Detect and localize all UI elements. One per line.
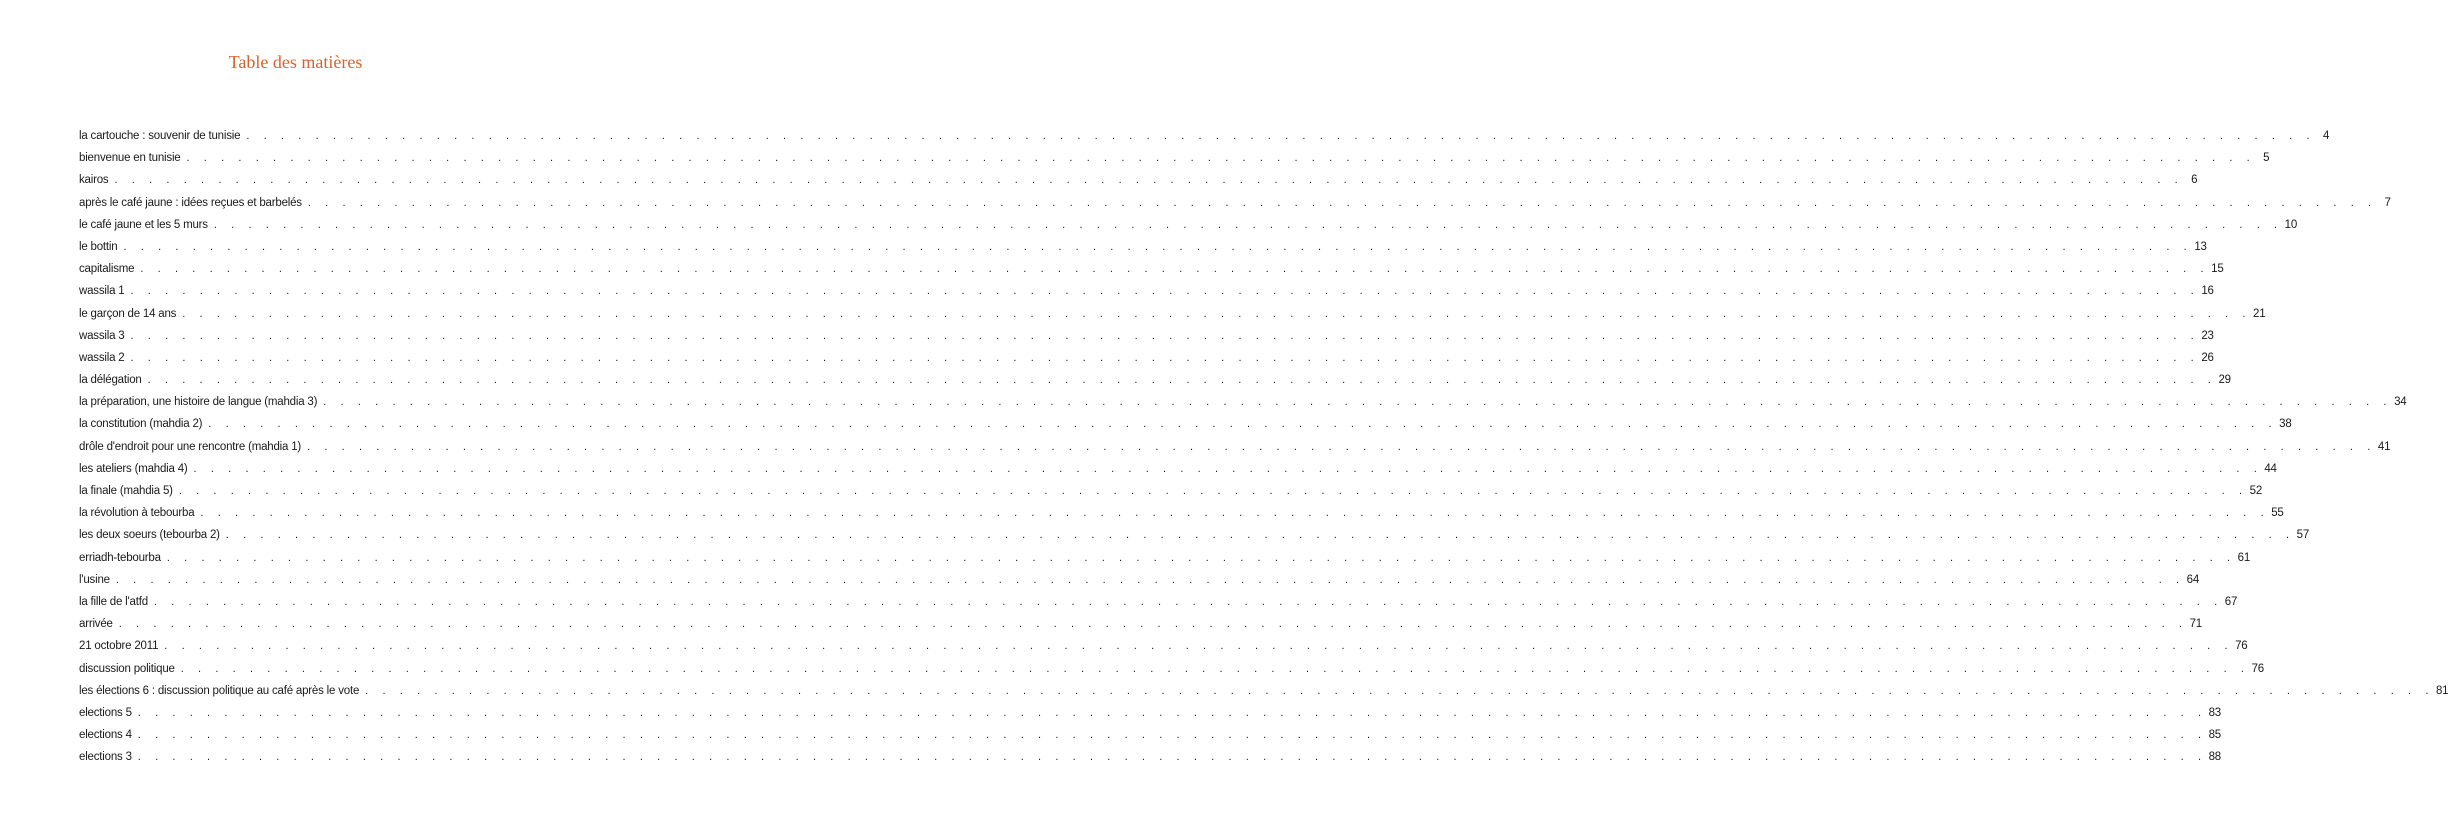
toc-leader-dots: . . . . . . . . . . . . . . . . . . . . . . . . . . . . . . . . . . . . . . . . . . . . . . . . . . . . . . . . . . . . . . . . . . . . . . . . . . . . . . . . . . . . . . . . . . . . . . . . . . . . . . . . . . . . . . . . . . . . . . . .: [137, 751, 2207, 764]
toc-entry-label: elections 3: [79, 751, 132, 764]
toc-leader-dots: . . . . . . . . . . . . . . . . . . . . . . . . . . . . . . . . . . . . . . . . . . . . . . . . . . . . . . . . . . . . . . . . . . . . . . . . . . . . . . . . . . . . . . . . . . . . . . . . . . . . . . . . . . . . . . . . . . . . . . . .: [140, 263, 2210, 276]
toc-entry[interactable]: [79, 218, 2298, 241]
toc-leader-dots: . . . . . . . . . . . . . . . . . . . . . . . . . . . . . . . . . . . . . . . . . . . . . . . . . . . . . . . . . . . . . . . . . . . . . . . . . . . . . . . . . . . . . . . . . . . . . . . . . . . . . . . . . . . . . . . . . . . . . . . .: [323, 396, 2393, 409]
toc-entry[interactable]: [79, 329, 2214, 352]
toc-entry-page-number: 76: [2251, 662, 2264, 675]
toc-entry-label: la cartouche : souvenir de tunisie: [79, 130, 241, 142]
toc-entry-label: wassila 2: [79, 351, 125, 364]
toc-entry-page-number: 29: [2218, 374, 2231, 387]
toc-entry-page-number: 5: [2263, 152, 2270, 165]
toc-entry[interactable]: [79, 573, 2200, 596]
toc-leader-dots: . . . . . . . . . . . . . . . . . . . . . . . . . . . . . . . . . . . . . . . . . . . . . . . . . . . . . . . . . . . . . . . . . . . . . . . . . . . . . . . . . . . . . . . . . . . . . . . . . . . . . . . . . . . . . . . . . . . . . . . .: [153, 595, 2223, 608]
toc-leader-dots: . . . . . . . . . . . . . . . . . . . . . . . . . . . . . . . . . . . . . . . . . . . . . . . . . . . . . . . . . . . . . . . . . . . . . . . . . . . . . . . . . . . . . . . . . . . . . . . . . . . . . . . . . . . . . . . . . . . . . . . .: [115, 573, 2185, 586]
toc-entry-page-number: 38: [2279, 418, 2292, 431]
toc-entry-page-number: 23: [2201, 329, 2214, 342]
toc-entry-label: elections 4: [79, 729, 132, 742]
toc-leader-dots: . . . . . . . . . . . . . . . . . . . . . . . . . . . . . . . . . . . . . . . . . . . . . . . . . . . . . . . . . . . . . . . . . . . . . . . . . . . . . . . . . . . . . . . . . . . . . . . . . . . . . . . . . . . . . . . . . . . . . . . .: [147, 374, 2217, 387]
toc-entry-page-number: 10: [2284, 218, 2298, 231]
toc-entry-page-number: 4: [2322, 130, 2330, 142]
toc-entry-label: le garçon de 14 ans: [79, 307, 177, 320]
toc-entry-page-number: 21: [2253, 307, 2266, 320]
toc-leader-dots: . . . . . . . . . . . . . . . . . . . . . . . . . . . . . . . . . . . . . . . . . . . . . . . . . . . . . . . . . . . . . . . . . . . . . . . . . . . . . . . . . . . . . . . . . . . . . . . . . . . . . . . . . . . . . . . . . . . . . . . .: [213, 218, 2283, 231]
toc-entry-label: capitalisme: [79, 263, 135, 276]
toc-leader-dots: . . . . . . . . . . . . . . . . . . . . . . . . . . . . . . . . . . . . . . . . . . . . . . . . . . . . . . . . . . . . . . . . . . . . . . . . . . . . . . . . . . . . . . . . . . . . . . . . . . . . . . . . . . . . . . . . . . . . . . . .: [186, 152, 2256, 165]
toc-entry-page-number: 34: [2394, 396, 2407, 409]
toc-entry-label: 21 octobre 2011: [79, 640, 159, 653]
toc-leader-dots: . . . . . . . . . . . . . . . . . . . . . . . . . . . . . . . . . . . . . . . . . . . . . . . . . . . . . . . . . . . . . . . . . . . . . . . . . . . . . . . . . . . . . . . . . . . . . . . . . . . . . . . . . . . . . . . . . . . . . . . .: [166, 551, 2236, 564]
toc-entry-page-number: 67: [2224, 595, 2238, 608]
toc-entry-label: drôle d'endroit pour une rencontre (mahdia 1): [79, 440, 302, 453]
toc-list: [79, 130, 2448, 773]
toc-entry[interactable]: [79, 485, 2263, 507]
toc-leader-dots: . . . . . . . . . . . . . . . . . . . . . . . . . . . . . . . . . . . . . . . . . . . . . . . . . . . . . . . . . . . . . . . . . . . . . . . . . . . . . . . . . . . . . . . . . . . . . . . . . . . . . . . . . . . . . . . . . . . . . . . .: [365, 684, 2434, 697]
toc-leader-dots: . . . . . . . . . . . . . . . . . . . . . . . . . . . . . . . . . . . . . . . . . . . . . . . . . . . . . . . . . . . . . . . . . . . . . . . . . . . . . . . . . . . . . . . . . . . . . . . . . . . . . . . . . . . . . . . . . . . . . . . .: [182, 307, 2252, 320]
toc-entry-label: arrivée: [79, 618, 113, 631]
toc-leader-dots: . . . . . . . . . . . . . . . . . . . . . . . . . . . . . . . . . . . . . . . . . . . . . . . . . . . . . . . . . . . . . . . . . . . . . . . . . . . . . . . . . . . . . . . . . . . . . . . . . . . . . . . . . . . . . . . . . . . . . . . .: [307, 440, 2376, 453]
toc-leader-dots: . . . . . . . . . . . . . . . . . . . . . . . . . . . . . . . . . . . . . . . . . . . . . . . . . . . . . . . . . . . . . . . . . . . . . . . . . . . . . . . . . . . . . . . . . . . . . . . . . . . . . . . . . . . . . . . . . . . . . . . .: [208, 418, 2278, 431]
toc-entry[interactable]: [79, 285, 2214, 307]
toc-entry[interactable]: [79, 529, 2310, 551]
toc-entry[interactable]: [79, 684, 2448, 707]
toc-entry[interactable]: [79, 418, 2292, 440]
toc-entry[interactable]: [79, 640, 2248, 662]
toc-entry[interactable]: [79, 374, 2231, 396]
toc-entry[interactable]: [79, 307, 2266, 330]
toc-entry[interactable]: [79, 130, 2330, 152]
toc-entry-label: les deux soeurs (tebourba 2): [79, 529, 220, 542]
toc-leader-dots: . . . . . . . . . . . . . . . . . . . . . . . . . . . . . . . . . . . . . . . . . . . . . . . . . . . . . . . . . . . . . . . . . . . . . . . . . . . . . . . . . . . . . . . . . . . . . . . . . . . . . . . . . . . . . . . . . . . . . . . .: [180, 662, 2250, 675]
toc-entry-page-number: 85: [2208, 729, 2222, 742]
toc-leader-dots: . . . . . . . . . . . . . . . . . . . . . . . . . . . . . . . . . . . . . . . . . . . . . . . . . . . . . . . . . . . . . . . . . . . . . . . . . . . . . . . . . . . . . . . . . . . . . . . . . . . . . . . . . . . . . . . . . . . . . . . .: [225, 529, 2295, 542]
toc-leader-dots: . . . . . . . . . . . . . . . . . . . . . . . . . . . . . . . . . . . . . . . . . . . . . . . . . . . . . . . . . . . . . . . . . . . . . . . . . . . . . . . . . . . . . . . . . . . . . . . . . . . . . . . . . . . . . . . . . . . . . . . .: [307, 196, 2377, 209]
toc-entry[interactable]: [79, 196, 2391, 219]
toc-entry-page-number: 13: [2194, 240, 2207, 253]
toc-leader-dots: . . . . . . . . . . . . . . . . . . . . . . . . . . . . . . . . . . . . . . . . . . . . . . . . . . . . . . . . . . . . . . . . . . . . . . . . . . . . . . . . . . . . . . . . . . . . . . . . . . . . . . . . . . . . . . . . . . . . . . . .: [137, 729, 2207, 742]
toc-leader-dots: . . . . . . . . . . . . . . . . . . . . . . . . . . . . . . . . . . . . . . . . . . . . . . . . . . . . . . . . . . . . . . . . . . . . . . . . . . . . . . . . . . . . . . . . . . . . . . . . . . . . . . . . . . . . . . . . . . . . . . . .: [123, 240, 2193, 253]
toc-leader-dots: . . . . . . . . . . . . . . . . . . . . . . . . . . . . . . . . . . . . . . . . . . . . . . . . . . . . . . . . . . . . . . . . . . . . . . . . . . . . . . . . . . . . . . . . . . . . . . . . . . . . . . . . . . . . . . . . . . . . . . . .: [164, 640, 2234, 653]
toc-entry[interactable]: [79, 440, 2391, 463]
toc-entry[interactable]: [79, 240, 2207, 263]
toc-leader-dots: . . . . . . . . . . . . . . . . . . . . . . . . . . . . . . . . . . . . . . . . . . . . . . . . . . . . . . . . . . . . . . . . . . . . . . . . . . . . . . . . . . . . . . . . . . . . . . . . . . . . . . . . . . . . . . . . . . . . . . . .: [137, 706, 2207, 719]
toc-entry[interactable]: [79, 351, 2214, 374]
toc-entry-label: les ateliers (mahdia 4): [79, 462, 188, 475]
toc-entry-page-number: 81: [2435, 684, 2448, 697]
toc-entry-page-number: 44: [2264, 462, 2277, 475]
toc-entry[interactable]: [79, 396, 2407, 418]
toc-entry[interactable]: [79, 595, 2238, 618]
toc-entry-page-number: 64: [2186, 573, 2200, 586]
toc-entry-page-number: 6: [2191, 174, 2198, 187]
toc-entry-page-number: 41: [2377, 440, 2391, 453]
toc-entry-label: wassila 3: [79, 329, 125, 342]
toc-leader-dots: . . . . . . . . . . . . . . . . . . . . . . . . . . . . . . . . . . . . . . . . . . . . . . . . . . . . . . . . . . . . . . . . . . . . . . . . . . . . . . . . . . . . . . . . . . . . . . . . . . . . . . . . . . . . . . . . . . . . . . . .: [193, 462, 2263, 475]
toc-entry-page-number: 16: [2201, 285, 2214, 298]
toc-entry-label: discussion politique: [79, 662, 175, 675]
toc-entry[interactable]: [79, 174, 2198, 196]
toc-leader-dots: . . . . . . . . . . . . . . . . . . . . . . . . . . . . . . . . . . . . . . . . . . . . . . . . . . . . . . . . . . . . . . . . . . . . . . . . . . . . . . . . . . . . . . . . . . . . . . . . . . . . . . . . . . . . . . . . . . . . . . . .: [130, 351, 2200, 364]
toc-entry-page-number: 26: [2201, 351, 2214, 364]
toc-entry-label: erriadh-tebourba: [79, 551, 161, 564]
toc-entry-page-number: 88: [2208, 751, 2222, 764]
toc-leader-dots: . . . . . . . . . . . . . . . . . . . . . . . . . . . . . . . . . . . . . . . . . . . . . . . . . . . . . . . . . . . . . . . . . . . . . . . . . . . . . . . . . . . . . . . . . . . . . . . . . . . . . . . . . . . . . . . . . . . . . . . .: [114, 174, 2184, 187]
toc-leader-dots: . . . . . . . . . . . . . . . . . . . . . . . . . . . . . . . . . . . . . . . . . . . . . . . . . . . . . . . . . . . . . . . . . . . . . . . . . . . . . . . . . . . . . . . . . . . . . . . . . . . . . . . . . . . . . . . . . . . . . . . .: [246, 130, 2316, 142]
toc-entry-label: la préparation, une histoire de langue (mahdia 3): [79, 396, 318, 409]
toc-leader-dots: . . . . . . . . . . . . . . . . . . . . . . . . . . . . . . . . . . . . . . . . . . . . . . . . . . . . . . . . . . . . . . . . . . . . . . . . . . . . . . . . . . . . . . . . . . . . . . . . . . . . . . . . . . . . . . . . . . . . . . . .: [130, 285, 2200, 298]
toc-entry[interactable]: [79, 263, 2224, 285]
toc-entry-page-number: 83: [2208, 706, 2222, 719]
toc-entry-page-number: 7: [2384, 196, 2391, 209]
toc-entry-label: l'usine: [79, 573, 110, 586]
toc-entry-page-number: 61: [2237, 551, 2251, 564]
toc-entry[interactable]: [79, 729, 2222, 751]
toc-leader-dots: . . . . . . . . . . . . . . . . . . . . . . . . . . . . . . . . . . . . . . . . . . . . . . . . . . . . . . . . . . . . . . . . . . . . . . . . . . . . . . . . . . . . . . . . . . . . . . . . . . . . . . . . . . . . . . . . . . . . . . . .: [130, 329, 2200, 342]
toc-leader-dots: . . . . . . . . . . . . . . . . . . . . . . . . . . . . . . . . . . . . . . . . . . . . . . . . . . . . . . . . . . . . . . . . . . . . . . . . . . . . . . . . . . . . . . . . . . . . . . . . . . . . . . . . . . . . . . . . . . . . . . . .: [178, 485, 2248, 497]
toc-entry-page-number: 15: [2211, 263, 2224, 276]
toc-entry[interactable]: [79, 751, 2222, 773]
toc-entry[interactable]: [79, 662, 2264, 685]
toc-entry[interactable]: [79, 618, 2202, 640]
toc-entry-label: bienvenue en tunisie: [79, 152, 181, 165]
toc-title: Table des matières: [228, 52, 363, 72]
toc-entry-label: les élections 6 : discussion politique au café après le vote: [79, 684, 360, 697]
toc-entry-label: le bottin: [79, 240, 118, 253]
toc-entry[interactable]: [79, 551, 2251, 574]
toc-entry[interactable]: [79, 462, 2277, 485]
toc-entry-label: après le café jaune : idées reçues et barbelés: [79, 196, 302, 209]
toc-entry-page-number: 57: [2296, 529, 2310, 542]
toc-entry-page-number: 76: [2235, 640, 2248, 653]
toc-entry-page-number: 71: [2189, 618, 2202, 631]
toc-entry-label: kairos: [79, 174, 109, 187]
toc-entry-page-number: 55: [2271, 507, 2284, 520]
toc-entry-label: wassila 1: [79, 285, 125, 298]
toc-entry-label: la fille de l'atfd: [79, 595, 148, 608]
toc-leader-dots: . . . . . . . . . . . . . . . . . . . . . . . . . . . . . . . . . . . . . . . . . . . . . . . . . . . . . . . . . . . . . . . . . . . . . . . . . . . . . . . . . . . . . . . . . . . . . . . . . . . . . . . . . . . . . . . . . . . . . . . .: [200, 507, 2270, 520]
toc-entry[interactable]: [79, 152, 2270, 174]
toc-leader-dots: . . . . . . . . . . . . . . . . . . . . . . . . . . . . . . . . . . . . . . . . . . . . . . . . . . . . . . . . . . . . . . . . . . . . . . . . . . . . . . . . . . . . . . . . . . . . . . . . . . . . . . . . . . . . . . . . . . . . . . . .: [118, 618, 2188, 631]
toc-entry-page-number: 52: [2249, 485, 2263, 497]
toc-entry-label: la finale (mahdia 5): [79, 485, 173, 497]
toc-entry[interactable]: [79, 507, 2284, 529]
toc-entry-label: elections 5: [79, 706, 132, 719]
toc-entry-label: la constitution (mahdia 2): [79, 418, 203, 431]
toc-entry-label: le café jaune et les 5 murs: [79, 218, 208, 231]
toc-entry[interactable]: [79, 706, 2222, 729]
toc-entry-label: la révolution à tebourba: [79, 507, 195, 520]
toc-entry-label: la délégation: [79, 374, 142, 387]
